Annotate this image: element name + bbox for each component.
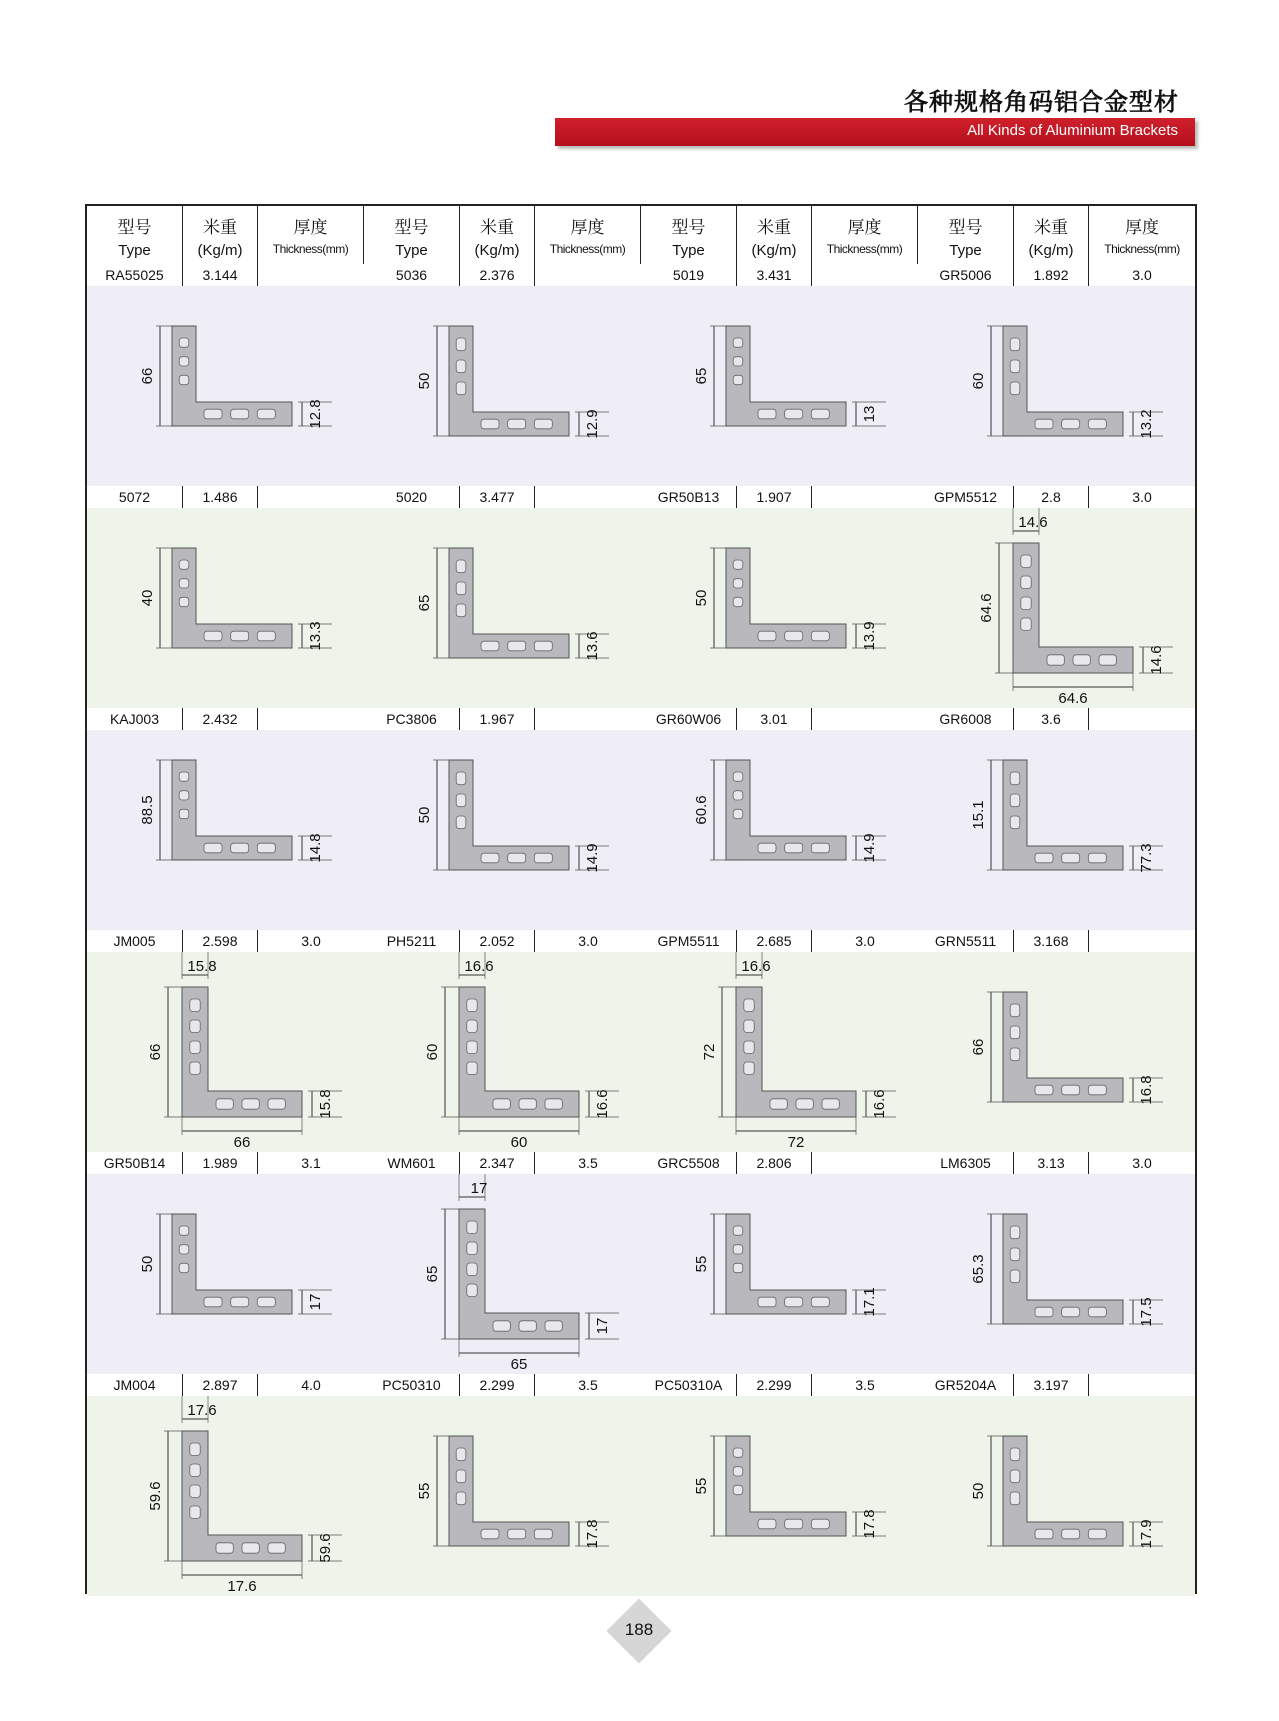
product-cell	[918, 708, 1195, 930]
product-type: GR50B13	[641, 486, 737, 508]
dimension-label: 60.6	[693, 795, 710, 825]
profile-svg	[364, 730, 641, 930]
product-cell	[918, 1152, 1195, 1374]
product-thickness	[812, 486, 918, 508]
product-type: GRN5511	[918, 930, 1014, 952]
header-weight	[1014, 206, 1089, 264]
profile-drawing	[918, 952, 1195, 1152]
product-type: GRC5508	[641, 1152, 737, 1174]
product-weight: 2.806	[737, 1152, 812, 1174]
profile-drawing	[364, 508, 641, 708]
header-weight	[737, 206, 812, 264]
product-cell	[87, 930, 364, 1152]
dimension-label: 13	[861, 405, 878, 423]
dimension-label: 59.6	[317, 1533, 334, 1563]
product-thickness	[535, 708, 641, 730]
product-cell	[641, 1374, 918, 1596]
header-thick-cn: 厚度	[847, 218, 882, 238]
product-info	[641, 264, 918, 287]
header-group	[364, 206, 641, 264]
dimension-label: 15.8	[187, 958, 217, 975]
dimension-label: 60	[510, 1134, 528, 1151]
product-type: PC50310	[364, 1374, 460, 1396]
product-cell	[364, 486, 641, 708]
dimension-label: 17.1	[861, 1287, 878, 1317]
profile-svg	[641, 730, 918, 930]
profile-svg	[918, 1174, 1195, 1374]
profile-drawing	[918, 1396, 1195, 1596]
product-type: 5036	[364, 264, 460, 286]
product-thickness: 3.0	[301, 933, 321, 949]
catalog-row	[87, 264, 1195, 486]
profile-svg	[87, 952, 364, 1152]
product-thickness	[535, 486, 641, 508]
product-info	[641, 1374, 918, 1397]
product-thickness	[812, 264, 918, 286]
product-info	[87, 1374, 364, 1397]
profile-drawing	[641, 1396, 918, 1596]
product-thickness	[258, 708, 364, 730]
product-weight: 1.486	[183, 486, 258, 508]
profile-svg	[918, 508, 1195, 708]
page-number: 188	[624, 1620, 654, 1639]
product-type: PH5211	[364, 930, 460, 952]
product-weight: 2.897	[183, 1374, 258, 1396]
header-weight-cn: 米重	[480, 218, 514, 238]
header-thick-en: Thickness(mm)	[549, 242, 626, 256]
header-weight-cn: 米重	[757, 218, 791, 238]
dimension-label: 13.9	[861, 621, 878, 651]
product-type: KAJ003	[87, 708, 183, 730]
dimension-label: 14.6	[1148, 645, 1165, 675]
product-type: PC50310A	[641, 1374, 737, 1396]
profile-svg	[87, 1174, 364, 1374]
dimension-label: 65	[416, 594, 433, 612]
product-weight: 2.347	[460, 1152, 535, 1174]
dimension-label: 55	[693, 1477, 710, 1495]
catalog-row	[87, 1374, 1195, 1596]
product-info	[87, 1152, 364, 1175]
product-type: GPM5511	[641, 930, 737, 952]
product-weight: 3.13	[1014, 1152, 1089, 1174]
product-thickness: 3.5	[578, 1377, 598, 1393]
dimension-label: 50	[416, 806, 433, 824]
page-title-cn: 各种规格角码铝合金型材	[904, 88, 1179, 116]
product-thickness: 3.0	[578, 933, 598, 949]
header-type-en: Type	[118, 242, 151, 259]
profile-drawing	[641, 730, 918, 930]
header-type-cn: 型号	[948, 218, 983, 238]
profile-svg	[87, 286, 364, 486]
catalog-row	[87, 486, 1195, 708]
profile-svg	[918, 286, 1195, 486]
header-weight-en: (Kg/m)	[197, 242, 243, 259]
product-weight: 2.685	[737, 930, 812, 952]
profile-svg	[918, 952, 1195, 1152]
product-thickness	[258, 264, 364, 286]
profile-drawing	[87, 508, 364, 708]
profile-svg	[87, 730, 364, 930]
catalog-row	[87, 1152, 1195, 1374]
product-cell	[641, 708, 918, 930]
dimension-label: 50	[970, 1482, 987, 1500]
product-cell	[641, 1152, 918, 1374]
product-info	[918, 930, 1195, 953]
dimension-label: 55	[693, 1255, 710, 1273]
product-type: 5020	[364, 486, 460, 508]
dimension-label: 17.5	[1138, 1297, 1155, 1327]
product-type: WM601	[364, 1152, 460, 1174]
dimension-label: 17.8	[584, 1519, 601, 1549]
product-cell	[364, 264, 641, 486]
header-type-en: Type	[395, 242, 428, 259]
dimension-label: 65	[510, 1356, 528, 1373]
profile-drawing	[918, 730, 1195, 930]
header-type-cn: 型号	[671, 218, 706, 238]
product-cell	[364, 708, 641, 930]
dimension-label: 15.1	[970, 800, 987, 830]
dimension-label: 66	[139, 367, 156, 385]
product-weight: 2.299	[460, 1374, 535, 1396]
profile-svg	[918, 730, 1195, 930]
profile-svg	[641, 952, 918, 1152]
header-weight-en: (Kg/m)	[751, 242, 797, 259]
dimension-label: 17	[594, 1317, 611, 1335]
product-info	[364, 1152, 641, 1175]
profile-drawing	[364, 1396, 641, 1596]
product-thickness: 3.0	[855, 933, 875, 949]
product-thickness: 3.5	[855, 1377, 875, 1393]
product-type: GR5204A	[918, 1374, 1014, 1396]
header-thick	[258, 206, 364, 264]
profile-svg	[87, 1396, 364, 1596]
profile-svg	[364, 1174, 641, 1374]
header-thick-en: Thickness(mm)	[826, 242, 903, 256]
product-weight: 3.168	[1014, 930, 1089, 952]
header-type-en: Type	[672, 242, 705, 259]
product-cell	[641, 264, 918, 486]
profile-drawing	[364, 1174, 641, 1374]
product-weight: 2.376	[460, 264, 535, 286]
header-weight	[183, 206, 258, 264]
product-info	[364, 1374, 641, 1397]
product-weight: 2.299	[737, 1374, 812, 1396]
product-info	[364, 930, 641, 953]
profile-svg	[364, 286, 641, 486]
product-info	[87, 930, 364, 953]
header-thick-cn: 厚度	[293, 218, 328, 238]
product-info	[641, 930, 918, 953]
product-cell	[364, 1374, 641, 1596]
product-info	[918, 708, 1195, 731]
dimension-label: 64.6	[1058, 690, 1088, 707]
dimension-label: 65.3	[970, 1254, 987, 1284]
product-info	[87, 708, 364, 731]
product-cell	[918, 1374, 1195, 1596]
dimension-label: 72	[787, 1134, 805, 1151]
profile-svg	[918, 1396, 1195, 1596]
product-weight: 2.8	[1014, 486, 1089, 508]
header-thick	[535, 206, 641, 264]
profile-svg	[641, 508, 918, 708]
profile-drawing	[87, 286, 364, 486]
header-thick-cn: 厚度	[570, 218, 605, 238]
dimension-label: 13.6	[584, 631, 601, 661]
dimension-label: 60	[424, 1043, 441, 1061]
product-weight: 1.907	[737, 486, 812, 508]
dimension-label: 17	[470, 1180, 488, 1197]
product-thickness	[1089, 708, 1195, 730]
product-thickness: 3.0	[1132, 267, 1152, 283]
profile-drawing	[87, 952, 364, 1152]
product-thickness	[812, 708, 918, 730]
profile-drawing	[364, 952, 641, 1152]
product-weight: 1.892	[1014, 264, 1089, 286]
catalog-row	[87, 930, 1195, 1152]
product-info	[87, 264, 364, 287]
header-type-en: Type	[949, 242, 982, 259]
dimension-label: 40	[139, 589, 156, 607]
dimension-label: 16.6	[871, 1089, 888, 1119]
product-type: JM004	[87, 1374, 183, 1396]
dimension-label: 65	[424, 1265, 441, 1283]
product-weight: 3.477	[460, 486, 535, 508]
dimension-label: 77.3	[1138, 843, 1155, 873]
dimension-label: 17.8	[861, 1509, 878, 1539]
header-thick	[812, 206, 918, 264]
header-type	[641, 206, 737, 264]
header-group	[641, 206, 918, 264]
dimension-label: 50	[139, 1255, 156, 1273]
product-thickness	[258, 486, 364, 508]
product-cell	[364, 1152, 641, 1374]
product-weight: 2.598	[183, 930, 258, 952]
profile-drawing	[364, 286, 641, 486]
product-info	[364, 486, 641, 509]
product-type: PC3806	[364, 708, 460, 730]
product-thickness	[1089, 1374, 1195, 1396]
product-cell	[641, 930, 918, 1152]
profile-drawing	[641, 1174, 918, 1374]
dimension-label: 13.2	[1138, 409, 1155, 439]
dimension-label: 50	[693, 589, 710, 607]
dimension-label: 16.6	[741, 958, 771, 975]
catalog-row	[87, 708, 1195, 930]
dimension-label: 88.5	[139, 795, 156, 825]
product-cell	[918, 930, 1195, 1152]
profile-drawing	[918, 286, 1195, 486]
dimension-label: 14.6	[1018, 514, 1048, 531]
product-thickness: 3.5	[578, 1155, 598, 1171]
header-thick-cn: 厚度	[1125, 218, 1159, 238]
profile-drawing	[641, 286, 918, 486]
product-type: GR6008	[918, 708, 1014, 730]
product-weight: 2.052	[460, 930, 535, 952]
profile-drawing	[364, 730, 641, 930]
header-thick	[1089, 206, 1195, 264]
dimension-label: 12.8	[307, 399, 324, 429]
profile-svg	[641, 1396, 918, 1596]
profile-drawing	[641, 508, 918, 708]
product-weight: 3.144	[183, 264, 258, 286]
product-thickness: 3.0	[1132, 489, 1152, 505]
dimension-label: 59.6	[147, 1481, 164, 1511]
dimension-label: 17.6	[187, 1402, 217, 1419]
product-thickness	[1089, 930, 1195, 952]
profile-drawing	[918, 508, 1195, 708]
dimension-label: 17.9	[1138, 1519, 1155, 1549]
product-weight: 2.432	[183, 708, 258, 730]
product-thickness	[812, 1152, 918, 1174]
table-header	[87, 206, 1195, 265]
product-type: GR5006	[918, 264, 1014, 286]
product-cell	[641, 486, 918, 708]
profile-svg	[364, 508, 641, 708]
product-type: GR60W06	[641, 708, 737, 730]
product-info	[918, 1374, 1195, 1397]
dimension-label: 60	[970, 372, 987, 390]
product-thickness: 3.1	[301, 1155, 321, 1171]
product-info	[918, 486, 1195, 509]
header-type	[87, 206, 183, 264]
product-info	[364, 708, 641, 731]
product-cell	[87, 486, 364, 708]
product-type: 5019	[641, 264, 737, 286]
dimension-label: 14.8	[307, 833, 324, 863]
dimension-label: 64.6	[978, 593, 995, 623]
product-weight: 1.967	[460, 708, 535, 730]
profile-svg	[364, 1396, 641, 1596]
header-thick-en: Thickness(mm)	[272, 242, 349, 256]
product-info	[918, 264, 1195, 287]
dimension-label: 17.6	[227, 1578, 257, 1595]
product-type: GPM5512	[918, 486, 1014, 508]
catalog-table	[85, 204, 1197, 1594]
product-info	[641, 486, 918, 509]
profile-svg	[364, 952, 641, 1152]
product-type: GR50B14	[87, 1152, 183, 1174]
header-type-cn: 型号	[117, 218, 152, 238]
dimension-label: 55	[416, 1482, 433, 1500]
product-thickness: 3.0	[1132, 1155, 1152, 1171]
product-type: RA55025	[87, 264, 183, 286]
product-weight: 3.431	[737, 264, 812, 286]
profile-svg	[87, 508, 364, 708]
product-info	[918, 1152, 1195, 1175]
dimension-label: 66	[147, 1043, 164, 1061]
header-type-cn: 型号	[394, 218, 429, 238]
product-cell	[918, 264, 1195, 486]
product-weight: 3.197	[1014, 1374, 1089, 1396]
dimension-label: 15.8	[317, 1089, 334, 1119]
product-type: JM005	[87, 930, 183, 952]
dimension-label: 17	[307, 1293, 324, 1311]
dimension-label: 16.8	[1138, 1075, 1155, 1105]
dimension-label: 14.9	[584, 843, 601, 873]
profile-drawing	[918, 1174, 1195, 1374]
header-thick-en: Thickness(mm)	[1104, 242, 1180, 256]
product-weight: 3.6	[1014, 708, 1089, 730]
product-cell	[87, 264, 364, 486]
header-type	[364, 206, 460, 264]
dimension-label: 72	[701, 1043, 718, 1061]
header-type	[918, 206, 1014, 264]
profile-drawing	[87, 1174, 364, 1374]
dimension-label: 16.6	[464, 958, 494, 975]
profile-drawing	[87, 730, 364, 930]
dimension-label: 12.9	[584, 409, 601, 439]
header-weight-cn: 米重	[1034, 218, 1068, 238]
product-cell	[918, 486, 1195, 708]
product-cell	[364, 930, 641, 1152]
product-cell	[87, 708, 364, 930]
dimension-label: 50	[416, 372, 433, 390]
product-cell	[87, 1152, 364, 1374]
product-cell	[87, 1374, 364, 1596]
product-type: LM6305	[918, 1152, 1014, 1174]
profile-drawing	[87, 1396, 364, 1596]
product-thickness	[535, 264, 641, 286]
dimension-label: 66	[233, 1134, 251, 1151]
product-info	[641, 1152, 918, 1175]
profile-svg	[641, 286, 918, 486]
product-info	[641, 708, 918, 731]
dimension-label: 13.3	[307, 621, 324, 651]
profile-svg	[641, 1174, 918, 1374]
product-thickness: 4.0	[301, 1377, 321, 1393]
header-weight-cn: 米重	[203, 218, 237, 238]
product-info	[364, 264, 641, 287]
page-title-en: All Kinds of Aluminium Brackets	[967, 122, 1178, 139]
dimension-label: 16.6	[594, 1089, 611, 1119]
product-weight: 3.01	[737, 708, 812, 730]
product-info	[87, 486, 364, 509]
dimension-label: 66	[970, 1038, 987, 1056]
header-group	[918, 206, 1195, 264]
header-weight-en: (Kg/m)	[474, 242, 520, 259]
header-group	[87, 206, 364, 264]
header-weight-en: (Kg/m)	[1028, 242, 1074, 259]
dimension-label: 14.9	[861, 833, 878, 863]
profile-drawing	[641, 952, 918, 1152]
header-weight	[460, 206, 535, 264]
product-weight: 1.989	[183, 1152, 258, 1174]
product-type: 5072	[87, 486, 183, 508]
dimension-label: 65	[693, 367, 710, 385]
